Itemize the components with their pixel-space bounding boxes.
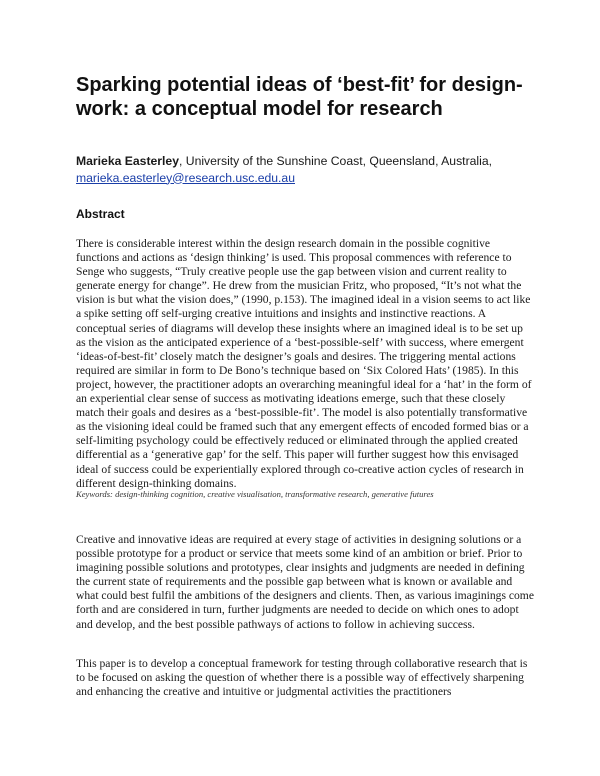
author-name: Marieka Easterley bbox=[76, 154, 179, 168]
author-affiliation: , University of the Sunshine Coast, Queensland, Australia, bbox=[179, 154, 492, 168]
paper-title: Sparking potential ideas of ‘best-fit’ for design- work: a conceptual model for research bbox=[76, 74, 523, 120]
abstract-text: There is considerable interest within the design research domain in the possible cognitive functions and actions as ‘design thinking’ is used. This proposal commences with reference to Senge who suggests, “Truly creative people use the gap between vision and current reality to generate energy for change”. He drew from the musician Fritz, who proposed, “It’s not what the vision is but what the vision does,” (1990, p.153). The imagined ideal in a vision seems to act like a spike setting off self-urging creative intuitions and insights and instinctive reactions. A conceptual series of diagrams will develop these insights where an imagined ideal is to be set up as the vision as the anticipated experience of a ‘best-possible-self’ with success, where emergent ‘ideas-of-best-fit’ closely match the designer’s goals and desires. The triggering mental actions required are similar in form to De Bono’s technique based on ‘Six Colored Hats’ (1985). In this project, however, the practitioner adopts an overarching meaningful ideal for a ‘hat’ in the form of an experiential clear sense of success as motivating ideations emerge, such that these closely match their goals and desires as a ‘best-possible-fit’. The model is also potentially transformative as the visioning ideal could be framed such that any emergent effects of encoded formed bias or a self-limiting psychology could be effectively reduced or eliminated through the applied created differential as a ‘generative gap’ for the self. This paper will further suggest how this envisaged ideal of success could be experientially explored through co-creative action cycles of research in different design-thinking domains. bbox=[76, 237, 532, 490]
abstract-heading: Abstract bbox=[76, 207, 125, 221]
keywords-line: Keywords: design-thinking cognition, creative visualisation, transformative research, generative futures bbox=[76, 489, 434, 499]
author-line bbox=[76, 153, 536, 186]
body-paragraph-2: This paper is to develop a conceptual framework for testing through collaborative research that is to be focused on asking the question of whether there is a possible way of effectively sharpening and enhancing the creative and intuitive or judgmental activities the practitioners bbox=[76, 657, 528, 699]
author-email-link[interactable]: marieka.easterley@research.usc.edu.au bbox=[76, 170, 295, 185]
body-paragraph-1: Creative and innovative ideas are required at every stage of activities in designing solutions or a possible prototype for a product or service that meets some kind of an ambition or brief. Prior to imagining possible solutions and prototypes, clear insights and judgments are needed in defining the current state of requirements and the possible gap between what is known or available and what could best fulfil the ambitions of the designers and clients. Then, as various imaginings come forth and are considered in turn, further judgments are needed to decide on which ones to adopt and develop, and the best possible pathways of actions to follow in achieving success. bbox=[76, 533, 534, 631]
